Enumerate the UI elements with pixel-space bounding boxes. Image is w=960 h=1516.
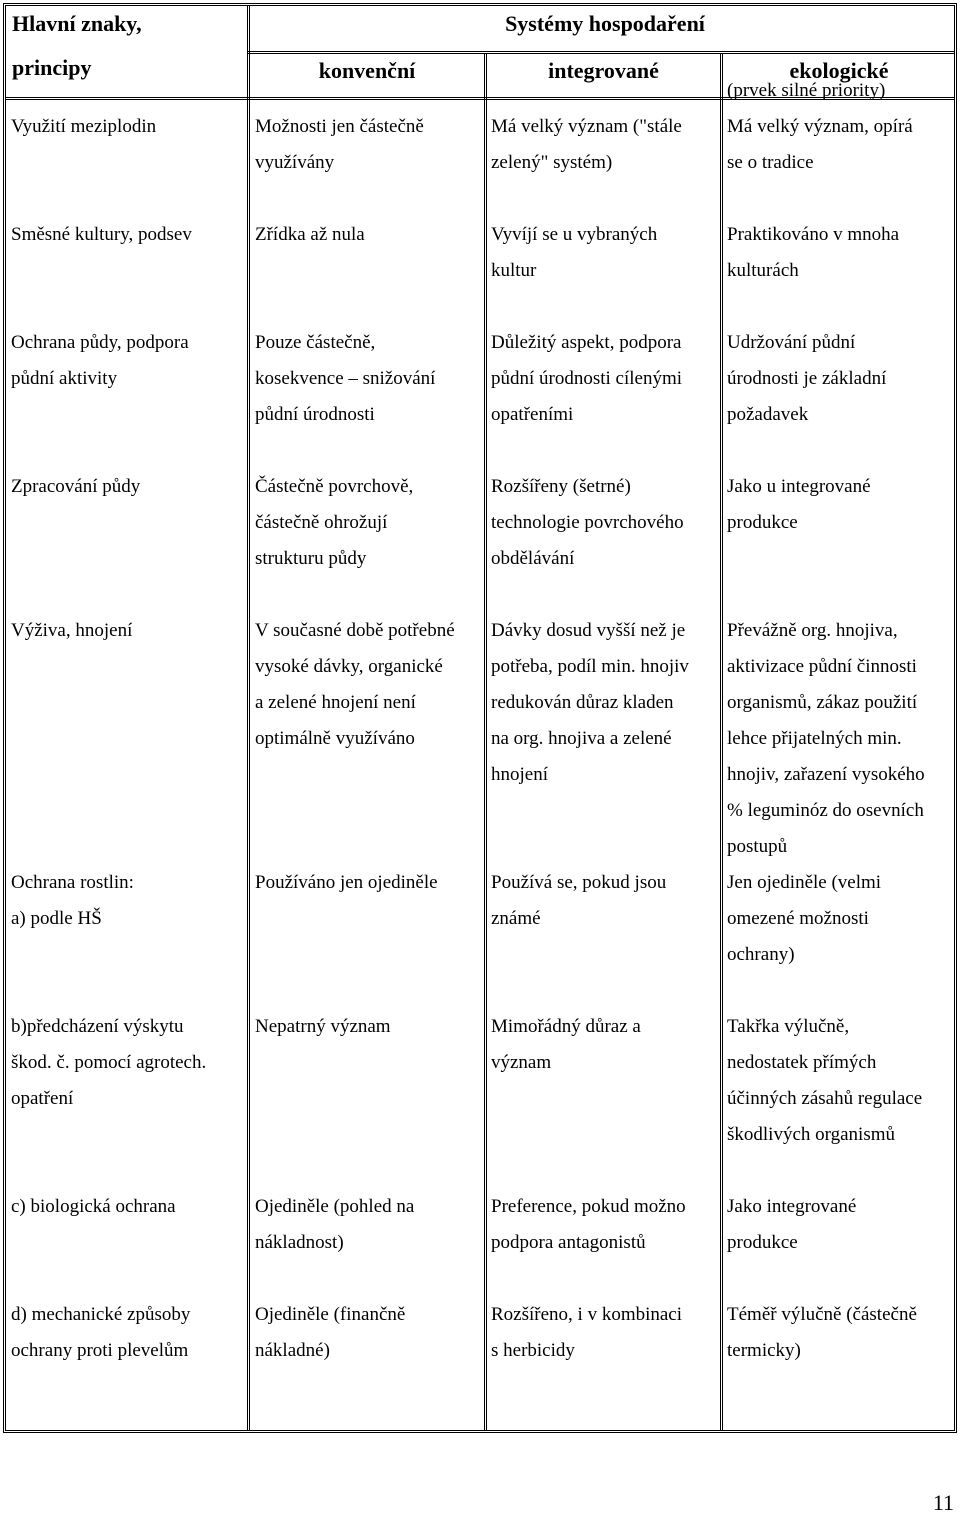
table-cell-text: kultur: [491, 260, 537, 281]
table-cell-text: kosekvence – snižování: [255, 368, 436, 389]
table-cell-text: nákladné): [255, 1340, 330, 1361]
table-cell-text: Takřka výlučně,: [727, 1016, 850, 1037]
table-cell-text: hnojiv, zařazení vysokého: [727, 764, 925, 785]
table-cell-text: využívány: [255, 152, 335, 173]
table-cell-text: Mimořádný důraz a: [491, 1016, 641, 1037]
table-cell-text: Má velký význam, opírá: [727, 116, 913, 137]
table-cell-text: hnojení: [491, 764, 548, 785]
table-cell-text: Udržování půdní: [727, 332, 856, 353]
table-cell-text: termicky): [727, 1340, 801, 1361]
column-divider: [484, 54, 487, 1430]
table-cell-text: Používá se, pokud jsou: [491, 872, 667, 893]
table-cell-text: produkce: [727, 512, 798, 533]
table-cell-text: Částečně povrchově,: [255, 476, 414, 497]
table-cell-text: potřeba, podíl min. hnojiv: [491, 656, 689, 677]
table-cell-text: na org. hnojiva a zelené: [491, 728, 672, 749]
table-cell-text: Výživa, hnojení: [11, 620, 133, 641]
table-cell-text: b)předcházení výskytu: [11, 1016, 184, 1037]
table-cell-text: Ochrana rostlin:: [11, 872, 134, 893]
table-cell-text: účinných zásahů regulace: [727, 1088, 923, 1109]
table-cell-text: Preference, pokud možno: [491, 1196, 686, 1217]
table-cell-text: Používáno jen ojediněle: [255, 872, 438, 893]
table-cell-text: částečně ohrožují: [255, 512, 388, 533]
table-cell-text: organismů, zákaz použití: [727, 692, 918, 713]
table-cell-text: podpora antagonistů: [491, 1232, 646, 1253]
table-cell-text: vysoké dávky, organické: [255, 656, 443, 677]
table-cell-text: půdní úrodnosti: [255, 404, 375, 425]
table-cell-text: Využití meziplodin: [11, 116, 157, 137]
table-cell-text: c) biologická ochrana: [11, 1196, 176, 1217]
table-cell-text: Ojediněle (pohled na: [255, 1196, 415, 1217]
table-cell-text: škod. č. pomocí agrotech.: [11, 1052, 207, 1073]
table-cell-text: Zřídka až nula: [255, 224, 365, 245]
table-cell-text: a zelené hnojení není: [255, 692, 416, 713]
table-cell-text: Ochrana půdy, podpora: [11, 332, 189, 353]
table-cell-text: nákladnost): [255, 1232, 344, 1253]
table-cell-text: význam: [491, 1052, 552, 1073]
table-cell-text: Má velký význam ("stále: [491, 116, 682, 137]
header-systems-title: Systémy hospodaření: [505, 11, 705, 36]
table-cell-text: postupů: [727, 836, 788, 857]
table-cell-text: aktivizace půdní činnosti: [727, 656, 917, 677]
table-cell-text: kulturách: [727, 260, 799, 281]
header-principles-line1: Hlavní znaky,: [12, 11, 142, 36]
table-cell-text: opatření: [11, 1088, 74, 1109]
table-cell-text: Směsné kultury, podsev: [11, 224, 192, 245]
table-cell-text: optimálně využíváno: [255, 728, 415, 749]
table-cell-text: strukturu půdy: [255, 548, 367, 569]
table-cell-text: % leguminóz do osevních: [727, 800, 924, 821]
table-cell-text: Praktikováno v mnoha: [727, 224, 900, 245]
table-cell-text: půdní úrodnosti cílenými: [491, 368, 683, 389]
table-cell-text: Rozšířeno, i v kombinaci: [491, 1304, 683, 1325]
table-cell-text: škodlivých organismů: [727, 1124, 896, 1145]
header-ecological: ekologické: [789, 58, 889, 83]
table-cell-text: Vyvíjí se u vybraných: [491, 224, 658, 245]
table-cell-text: Téměř výlučně (částečně: [727, 1304, 917, 1325]
table-cell-text: omezené možnosti: [727, 908, 869, 929]
table-cell-text: obdělávání: [491, 548, 575, 569]
table-cell-text: redukován důraz kladen: [491, 692, 674, 713]
table-cell-text: Jako u integrované: [727, 476, 871, 497]
header-principles-line2: principy: [12, 55, 92, 80]
header-conventional: konvenční: [318, 58, 416, 83]
table-cell-text: nedostatek přímých: [727, 1052, 877, 1073]
table-cell-text: ochrany): [727, 944, 795, 965]
table-cell-text: požadavek: [727, 404, 809, 425]
column-divider: [247, 6, 250, 1430]
table-cell-text: úrodnosti je základní: [727, 368, 887, 389]
column-divider: [720, 54, 723, 1430]
table-cell-text: Zpracování půdy: [11, 476, 141, 497]
table-cell-text: Pouze částečně,: [255, 332, 376, 353]
table-cell-text: Ojediněle (finančně: [255, 1304, 406, 1325]
table-cell-text: lehce přijatelných min.: [727, 728, 902, 749]
table-cell-text: opatřeními: [491, 404, 574, 425]
table-cell-text: ochrany proti plevelům: [11, 1340, 189, 1361]
table-cell-text: Nepatrný význam: [255, 1016, 391, 1037]
table-cell-text: d) mechanické způsoby: [11, 1304, 191, 1325]
table-cell-text: technologie povrchového: [491, 512, 684, 533]
table-cell-text: a) podle HŠ: [11, 908, 102, 929]
header-integrated: integrované: [548, 58, 659, 83]
page-number: 11: [932, 1490, 954, 1515]
table-cell-text: Důležitý aspekt, podpora: [491, 332, 682, 353]
table-cell-text: se o tradice: [727, 152, 814, 173]
table-cell-text: půdní aktivity: [11, 368, 118, 389]
table-cell-text: Jako integrované: [727, 1196, 857, 1217]
table-cell-text: s herbicidy: [491, 1340, 575, 1361]
table-cell-text: Převážně org. hnojiva,: [727, 620, 898, 641]
table-cell-text: Rozšířeny (šetrné): [491, 476, 631, 497]
table-cell-text: (prvek silné priority): [727, 80, 886, 101]
table-cell-text: produkce: [727, 1232, 798, 1253]
table-cell-text: Jen ojediněle (velmi: [727, 872, 882, 893]
table-cell-text: Možnosti jen částečně: [255, 116, 424, 137]
table-cell-text: Dávky dosud vyšší než je: [491, 620, 686, 641]
table-cell-text: zelený" systém): [491, 152, 613, 173]
table-cell-text: známé: [491, 908, 541, 929]
table-cell-text: V současné době potřebné: [255, 620, 455, 641]
